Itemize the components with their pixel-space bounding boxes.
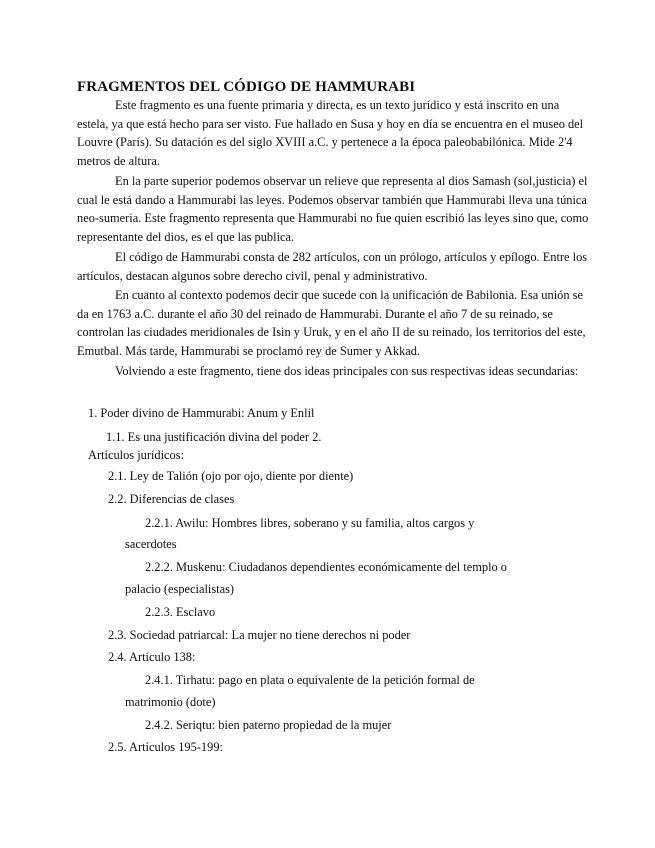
paragraph-relief-description: En la parte superior podemos observar un relieve que representa al dios Samash (sol,justicia) el cual le está dando a Hammurabi las leyes. Podemos observar también que Hammurabi lleva una túnica neo-sumeria. Este fragmento representa que Hammurabi no fue quien escribió las leyes sino que, como representante del dios, es el que las publica. bbox=[77, 174, 589, 244]
outline-item-2-2: 2.2. Diferencias de clases bbox=[108, 492, 235, 506]
paragraph-main-ideas-intro: Volviendo a este fragmento, tiene dos ideas principales con sus respectivas ideas secundarias: bbox=[115, 364, 579, 378]
paragraph-code-structure: El código de Hammurabi consta de 282 artículos, con un prólogo, artículos y epílogo. Entre los artículos, destacan algunos sobre derecho civil, penal y administrativo. bbox=[77, 250, 588, 283]
outline-item-2-2-2: 2.2.2. Muskenu: Ciudadanos dependientes económicamente del templo o bbox=[145, 560, 507, 574]
outline-item-2-4-2: 2.4.2. Seriqtu: bien paterno propiedad de la mujer bbox=[145, 718, 392, 732]
document-title: FRAGMENTOS DEL CÓDIGO DE HAMMURABI bbox=[77, 79, 416, 95]
outline-item-2-4-1: 2.4.1. Tirhatu: pago en plata o equivalente de la petición formal de bbox=[145, 673, 475, 687]
outline-item-2-2-1: 2.2.1. Awilu: Hombres libres, soberano y su familia, altos cargos y bbox=[145, 516, 475, 530]
outline-item-2-2-3: 2.2.3. Esclavo bbox=[145, 605, 216, 619]
outline-item-2-3: 2.3. Sociedad patriarcal: La mujer no tiene derechos ni poder bbox=[108, 628, 411, 642]
outline-item-2-4-1-continuation: matrimonio (dote) bbox=[125, 695, 216, 709]
outline-item-1-1: 1.1. Es una justificación divina del poder 2. bbox=[106, 430, 322, 444]
outline-item-2-4: 2.4. Artículo 138: bbox=[108, 650, 196, 664]
outline-item-2-5: 2.5. Artículos 195-199: bbox=[108, 740, 223, 754]
paragraph-source-description: Este fragmento es una fuente primaria y directa, es un texto jurídico y está inscrito en una estela, ya que está hecho para ser visto. Fue hallado en Susa y hoy en día se encuentra en el museo del Louvre (París). Su datación es del siglo XVIII a.C. y pertenece a la época paleobabilónica. Mide 2'4 metros de altura. bbox=[77, 98, 584, 168]
paragraph-historical-context: En cuanto al contexto podemos decir que sucede con la unificación de Babilonia. Esa unión se da en 1763 a.C. durante el año 30 del reinado de Hammurabi. Durante el año 7 de su reinado, se controlan las ciudades meridionales de Isin y Uruk, y en el año II de su reinado, los territorios del este, Emutbal. Más tarde, Hammurabi se proclamó rey de Sumer y Akkad. bbox=[77, 288, 586, 358]
outline-item-2-2-2-continuation: palacio (especialistas) bbox=[125, 582, 235, 596]
outline-item-2-2-1-continuation: sacerdotes bbox=[125, 537, 177, 551]
outline-item-2-1: 2.1. Ley de Talión (ojo por ojo, diente por diente) bbox=[108, 469, 354, 483]
outline-item-1: 1. Poder divino de Hammurabi: Anum y Enlil bbox=[88, 406, 315, 420]
outline-item-2-label: Artículos jurídicos: bbox=[88, 448, 185, 462]
